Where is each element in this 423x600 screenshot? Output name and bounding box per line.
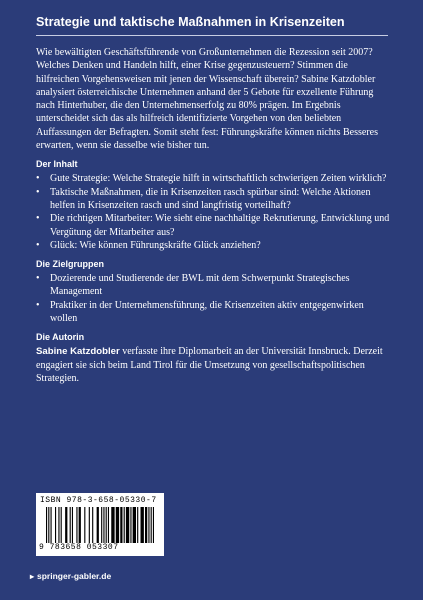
barcode-bars [46, 507, 154, 543]
bullet-icon: • [36, 273, 40, 285]
bullet-icon: • [36, 186, 40, 198]
barcode-bar [48, 507, 49, 543]
bullet-icon: • [36, 213, 40, 225]
barcode-bar [51, 507, 52, 543]
barcode-bar [141, 507, 144, 543]
title-divider [36, 35, 388, 36]
barcode-bar [103, 507, 104, 543]
barcode-bar [84, 507, 85, 543]
arrow-right-icon: ▸ [30, 571, 35, 581]
barcode-bar [133, 507, 136, 543]
barcode-bar [148, 507, 149, 543]
content-area [36, 46, 390, 385]
barcode-bar [79, 507, 81, 543]
barcode-bar [72, 507, 73, 543]
barcode-bar [120, 507, 122, 543]
bullet-icon: • [36, 299, 40, 311]
zielgruppen-heading: Die Zielgruppen [36, 259, 105, 270]
author-bio-text: verfasste ihre Diplomarbeit an der Universität Innsbruck. Derzeit engagiert sie sich beim Land Tirol für die Umsetzung von gesellschaftspolitischen Strategien. [36, 346, 383, 384]
publisher-url-text: springer-gabler.de [37, 571, 112, 581]
barcode-bar [65, 507, 67, 543]
barcode-bar [153, 507, 154, 543]
author-name: Sabine Katzdobler [36, 346, 120, 358]
list-item: • Dozierende und Studierende der BWL mit dem Schwerpunkt Strategisches Management [36, 273, 350, 298]
publisher-url[interactable] [30, 571, 111, 581]
bullet-icon: • [36, 239, 40, 251]
barcode-bar [145, 507, 147, 543]
isbn-label: ISBN 978-3-658-05330-7 [40, 496, 157, 505]
barcode-digits: 9 783658 053307 [39, 543, 119, 552]
list-item: • Taktische Maßnahmen, die in Krisenzeiten rasch spürbar sind: Welche Aktionen helfen in Krisenzeiten rasch und sind langfristig vorteilhaft? [36, 186, 371, 211]
barcode-bar [151, 507, 152, 543]
barcode-bar [124, 507, 125, 543]
cover-title: Strategie und taktische Maßnahmen in Krisenzeiten [36, 15, 345, 29]
zielgruppen-list [36, 272, 390, 325]
list-item: • Praktiker in der Unternehmensführung, die Krisenzeiten aktiv entgegenwirken wollen [36, 299, 364, 325]
barcode-bar [97, 507, 99, 543]
barcode-bar [58, 507, 59, 543]
intro-paragraph: Wie bewältigten Geschäftsführende von Großunternehmen die Rezession seit 2007? Welches Denken und Handeln hilft, einer Krise gegenzusteuern? Stimmen die hilfreichen Vorgehensweisen mit jenen der Wissenschaft überein? Sabine Katzdobler analysiert österreichische Unternehmen anhand der 5 Gebote für exzellente Führung nach Hinterhuber, die den Unternehmenserfolg zu 80% prägen. Im Ergebnis unterscheidet sich das als hilfreich identifizierte Vorgehen von den beliebten Auffassungen der Befragten. Somit steht fest: Führungskräfte können nichts Besseres erwarten, wenn sie dasselbe wie bisher tun. [36, 47, 378, 152]
isbn-barcode [36, 493, 164, 556]
barcode-bar [70, 507, 71, 543]
barcode-bar [92, 507, 93, 543]
list-item: • Gute Strategie: Welche Strategie hilft in wirtschaftlich schwierigen Zeiten wirklich? [36, 173, 387, 185]
barcode-bar [126, 507, 129, 543]
barcode-bar [116, 507, 119, 543]
barcode-bar [89, 507, 90, 543]
author-bio [36, 345, 390, 385]
inhalt-heading: Der Inhalt [36, 159, 78, 170]
autorin-heading: Die Autorin [36, 332, 85, 343]
list-item: • Die richtigen Mitarbeiter: Wie sieht eine nachhaltige Rekrutierung, Entwicklung und Vergütung der Mitarbeiter aus? [36, 213, 390, 238]
inhalt-list [36, 172, 390, 252]
bullet-icon: • [36, 173, 40, 185]
barcode-bar [101, 507, 102, 543]
barcode-bar [76, 507, 77, 543]
list-item: • Glück: Wie können Führungskräfte Glück anziehen? [36, 239, 261, 251]
barcode-bar [55, 507, 56, 543]
barcode-bar [130, 507, 131, 543]
barcode-bar [46, 507, 47, 543]
barcode-bar [111, 507, 114, 543]
barcode-bar [61, 507, 62, 543]
barcode-bar [106, 507, 107, 543]
barcode-bar [137, 507, 138, 543]
barcode-bar [108, 507, 109, 543]
